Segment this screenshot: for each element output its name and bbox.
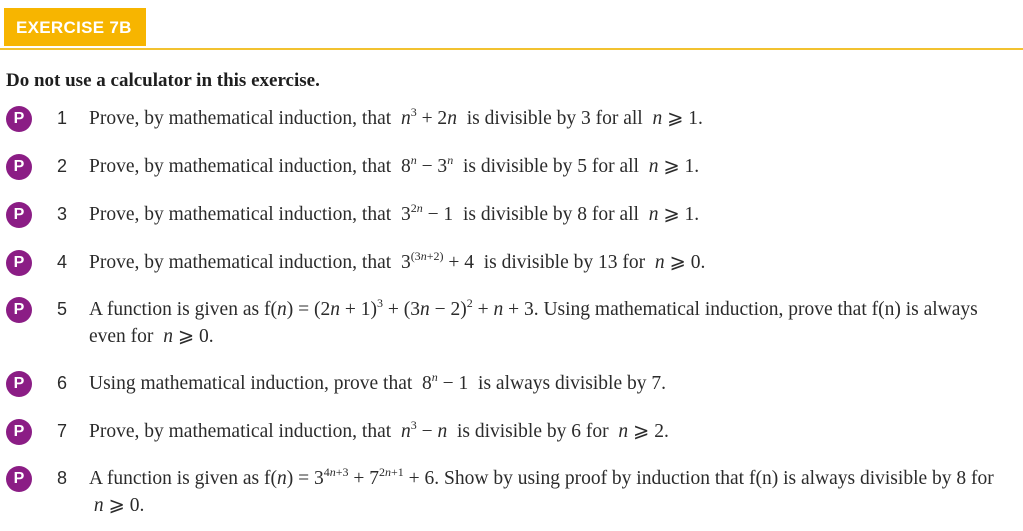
question-text: A function is given as $f(n) = 3^{4n+3} + 7^{2n+1} + 6$. Show by using proof by induction that f(n) is always divisible by 8 for n ⩾ 0.	[89, 464, 994, 516]
question-text: Prove, by mathematical induction, that $n^3 + 2n$ is divisible by 3 for all n ⩾ 1.	[89, 104, 703, 129]
question-number: 4	[57, 252, 68, 272]
proof-badge-icon: P	[6, 202, 32, 228]
question-text: Prove, by mathematical induction, that $3^{2n} - 1$ is divisible by 8 for all n ⩾ 1.	[89, 200, 700, 225]
proof-badge-icon: P	[6, 106, 32, 132]
question-number: 3	[57, 204, 68, 224]
question-text: Prove, by mathematical induction, that $3^{(3n+2)} + 4$ is divisible by 13 for n ⩾ 0.	[89, 248, 706, 273]
exercise-instruction: Do not use a calculator in this exercise.	[6, 70, 320, 91]
question-text: Prove, by mathematical induction, that $n^3 - n$ is divisible by 6 for n ⩾ 2.	[89, 417, 669, 442]
question-number: 6	[57, 373, 68, 393]
question-number: 2	[57, 156, 68, 176]
question-number: 1	[57, 108, 68, 128]
question-number: 8	[57, 468, 68, 488]
question-number: 5	[57, 299, 68, 319]
proof-badge-icon: P	[6, 297, 32, 323]
question-number: 7	[57, 421, 68, 441]
question-text: Prove, by mathematical induction, that $8^n - 3^n$ is divisible by 5 for all n ⩾ 1.	[89, 152, 700, 177]
question-text: A function is given as $f(n) = (2n + 1)^3 + (3n - 2)^2 + n + 3$. Using mathematical induction, prove that f(n) is always even for n ⩾ 0.	[89, 295, 978, 347]
exercise-header-bar	[0, 0, 1023, 50]
question-text: Using mathematical induction, prove that 8$^n$ − 1 is always divisible by 7.	[89, 369, 666, 394]
proof-badge-icon: P	[6, 466, 32, 492]
exercise-tag: EXERCISE 7B	[4, 8, 146, 46]
proof-badge-icon: P	[6, 419, 32, 445]
proof-badge-icon: P	[6, 154, 32, 180]
proof-badge-icon: P	[6, 250, 32, 276]
proof-badge-icon: P	[6, 371, 32, 397]
